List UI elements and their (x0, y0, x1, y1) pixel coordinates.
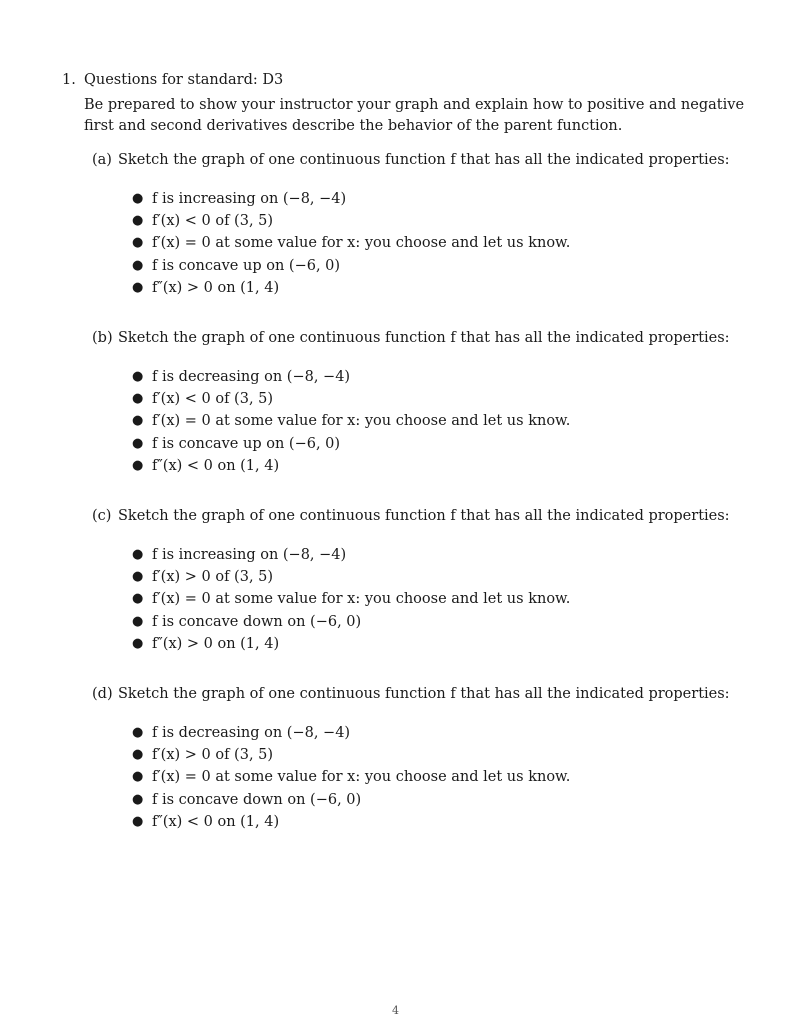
part-a-letter: (a) (92, 152, 112, 168)
part-b (92, 328, 772, 474)
bullet-icon: ● (132, 457, 144, 473)
part-d-prompt (92, 684, 772, 704)
bullet-icon: ● (132, 725, 144, 740)
list-item: ● f is decreasing on (−8, −4) (132, 722, 570, 744)
bullet-icon: ● (132, 613, 144, 629)
bullet-icon: ● (132, 769, 144, 785)
list-item: ● f is concave down on (−6, 0) (132, 611, 570, 633)
part-d (92, 684, 772, 830)
list-item: ● f′(x) = 0 at some value for x: you choose and let us know. (132, 766, 570, 788)
bullet-icon: ● (132, 791, 144, 807)
part-c-properties (132, 544, 570, 655)
bullet-icon: ● (132, 191, 144, 206)
page-number: 4 (392, 1004, 399, 1017)
bullet-icon: ● (132, 213, 144, 229)
bullet-icon: ● (132, 747, 144, 763)
part-b-text: Sketch the graph of one continuous function f that has all the indicated properties: (118, 330, 730, 346)
part-c-prompt (92, 506, 772, 526)
bullet-icon: ● (132, 257, 144, 273)
list-item: ● f′(x) = 0 at some value for x: you choose and let us know. (132, 232, 570, 254)
question-intro: Be prepared to show your instructor your graph and explain how to positive and negative first and second derivatives describe the behavior of the parent function. (84, 97, 745, 134)
bullet-icon: ● (132, 279, 144, 295)
list-item: ● f″(x) < 0 on (1, 4) (132, 455, 570, 477)
part-d-letter: (d) (92, 686, 113, 702)
part-a (92, 150, 772, 296)
part-c (92, 506, 772, 652)
part-c-letter: (c) (92, 508, 112, 524)
question-header (62, 70, 283, 90)
list-item: ● f′(x) = 0 at some value for x: you choose and let us know. (132, 410, 570, 432)
bullet-icon: ● (132, 391, 144, 407)
part-a-prompt (92, 150, 772, 170)
bullet-icon: ● (132, 369, 144, 384)
part-a-text: Sketch the graph of one continuous function f that has all the indicated properties: (118, 152, 730, 168)
list-item: ● f′(x) > 0 of (3, 5) (132, 566, 570, 588)
part-b-letter: (b) (92, 330, 113, 346)
list-item: ● f″(x) > 0 on (1, 4) (132, 633, 570, 655)
part-c-text: Sketch the graph of one continuous function f that has all the indicated properties: (118, 508, 730, 524)
part-b-properties (132, 366, 570, 477)
part-d-properties (132, 722, 570, 833)
part-b-prompt (92, 328, 772, 348)
bullet-icon: ● (132, 569, 144, 585)
bullet-icon: ● (132, 413, 144, 429)
list-item: ● f″(x) > 0 on (1, 4) (132, 277, 570, 299)
list-item: ● f is increasing on (−8, −4) (132, 544, 570, 566)
bullet-icon: ● (132, 435, 144, 451)
bullet-icon: ● (132, 547, 144, 562)
list-item: ● f is increasing on (−8, −4) (132, 188, 570, 210)
bullet-icon: ● (132, 235, 144, 251)
list-item: ● f is concave down on (−6, 0) (132, 789, 570, 811)
list-item: ● f′(x) = 0 at some value for x: you choose and let us know. (132, 588, 570, 610)
list-item: ● f″(x) < 0 on (1, 4) (132, 811, 570, 833)
question-number: 1. (62, 72, 76, 88)
list-item: ● f is decreasing on (−8, −4) (132, 366, 570, 388)
bullet-icon: ● (132, 813, 144, 829)
part-d-text: Sketch the graph of one continuous function f that has all the indicated properties: (118, 686, 730, 702)
question-title: Questions for standard: D3 (84, 72, 284, 88)
bullet-icon: ● (132, 635, 144, 651)
list-item: ● f is concave up on (−6, 0) (132, 433, 570, 455)
bullet-icon: ● (132, 591, 144, 607)
list-item: ● f′(x) < 0 of (3, 5) (132, 388, 570, 410)
part-a-properties (132, 188, 570, 299)
list-item: ● f is concave up on (−6, 0) (132, 255, 570, 277)
list-item: ● f′(x) > 0 of (3, 5) (132, 744, 570, 766)
list-item: ● f′(x) < 0 of (3, 5) (132, 210, 570, 232)
